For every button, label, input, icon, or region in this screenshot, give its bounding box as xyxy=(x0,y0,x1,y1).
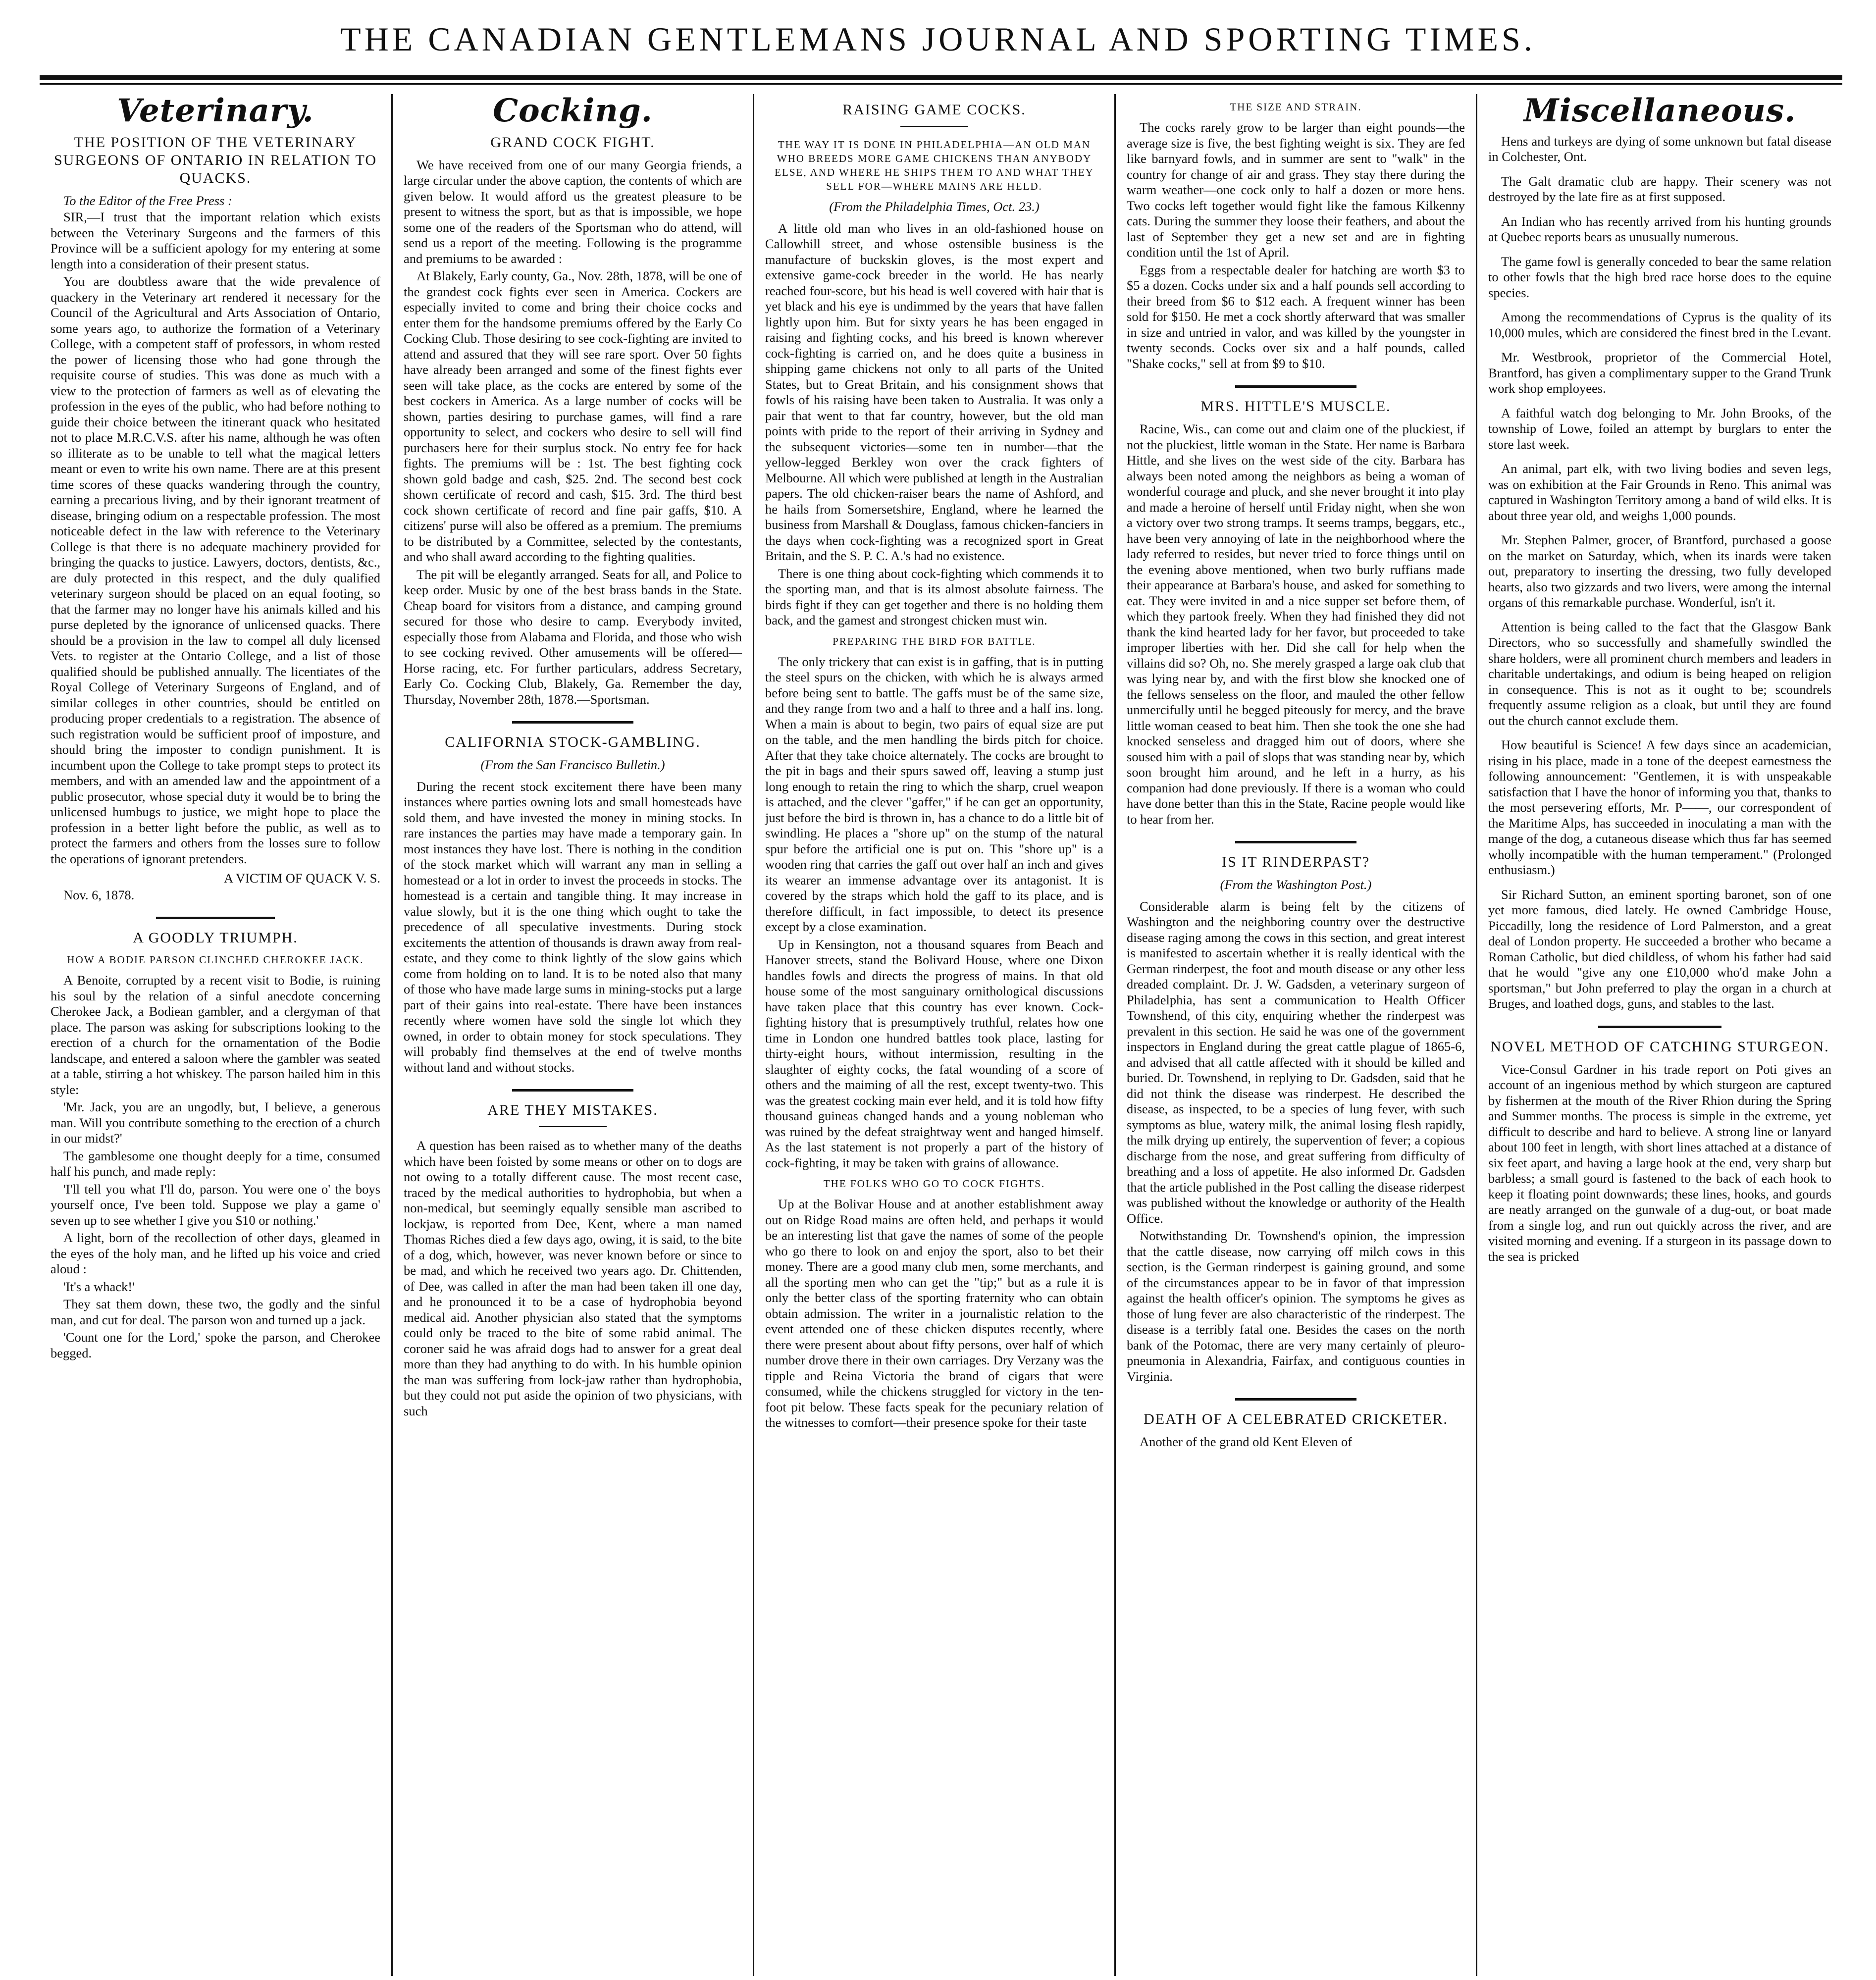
columns xyxy=(40,94,1842,1976)
article-source: (From the Washington Post.) xyxy=(1220,877,1372,892)
paragraph: Another of the grand old Kent Eleven of xyxy=(1140,1434,1353,1449)
article-body xyxy=(404,779,742,1076)
column-miscellaneous xyxy=(1476,94,1842,1976)
paragraph: How beautiful is Science! A few days since an academician, rising in his place, made in a tone of the deepest earnestness the following announcement: "Gentlemen, it is with unspeakable satisfaction that I have the honor of informing you that, thanks to the most persevering efforts, Mr. P——, our correspondent of the Maritime Alps, has succeeded in inoculating a man with the mange of the dog, a cutaneous disease which thus far has seemed wholly incompatible with the human temperament." (Prolonged enthusiasm.) xyxy=(1488,737,1831,877)
paragraph: An animal, part elk, with two living bodies and seven legs, was on exhibition at the Fair Grounds in Reno. This animal was captured in Washington Territory among a band of wild elks. It is about three year old, and weighs 1,000 pounds. xyxy=(1488,461,1831,523)
article-title: THE POSITION OF THE VETERINARY SURGEONS OF ONTARIO IN RELATION TO QUACKS. xyxy=(53,134,377,186)
department-heading: Veterinary. xyxy=(117,94,314,129)
paragraph: They sat them down, these two, the godly and the sinful man, and cut for deal. The parson won and turned up a jack. xyxy=(51,1297,380,1327)
article-body xyxy=(1488,1062,1831,1265)
paragraph: A little old man who lives in an old-fashioned house on Callowhill street, and whose ostensible business is the manufacture of buckskin gloves, is the most expert and extensive game-cock breeder in the world. He has nearly reached four-score, but his head is well covered with hair that is yet black and his eye is undimmed by the years that have fallen lightly upon him. But for sixty years he has been engaged in raising and fighting cocks, and his breed is known wherever cock-fighting is carried on, and he does quite a business in shipping game chickens not only to all parts of the United States, but to Great Britain, and his consignment shows that fowls of his raising have been taken to Australia. It was only a pair that went to that far country, however, but the old man points with pride to the report of their arriving in Sydney and the subsequent victories—some ten in number—that the yellow-legged Berkley won over the crack fighters of Melbourne. All which were published at length in the Australian papers. The old chicken-raiser bears the name of Ashford, and he hails from Somersetshire, England, where he learned the business from Marshall & Douglass, famous chicken-fanciers in the days when cock-fighting was a recognized sport in Great Britain, and the S. P. C. A.'s had no existence. xyxy=(765,220,1103,563)
article-body xyxy=(1127,421,1465,827)
article-body xyxy=(765,221,1103,628)
section-divider xyxy=(512,1089,634,1092)
paragraph: Hens and turkeys are dying of some unknown but fatal disease in Colchester, Ont. xyxy=(1488,133,1831,164)
paragraph: Eggs from a respectable dealer for hatching are worth $3 to $5 a dozen. Cocks under six and a half pounds sell according to their breed from $6 to $12 each. A frequent winner has been sold for $150. He met a cock shortly afterward that was smaller in size and untried in valor, and was killed by the youngster in twenty seconds. Cocks over six and a half pounds, called "Shake cocks," sell at from $9 to $10. xyxy=(1127,262,1465,371)
article-body xyxy=(1127,1434,1465,1450)
masthead-rule-thin xyxy=(40,83,1842,85)
signature: A VICTIM OF QUACK V. S. xyxy=(224,871,380,886)
paragraph: You are doubtless aware that the wide prevalence of quackery in the Veterinary art rendered it necessary for the Council of the Agricultural and Arts Association of Ontario, some years ago, to authorize the formation of a Veterinary College, with a competent staff of professors, in whom rested the power of licensing those who had gone through the requisite course of studies. This was done as much with a view to the protection of farmers as well as of elevating the profession in the eyes of the public, who had before nothing to guide their choice between the itinerant quack who hesitated not to place M.R.C.V.S. after his name, although he was often so illiterate as to be unable to tell what the magical letters meant or even to write his own name. There are at this present time scores of these quacks wandering through the country, earning a precarious living, and by their ignorant treatment of disease, bringing odium on a respectable profession. The most noticeable defect in the law with reference to the Veterinary College is that there is no adequate machinery provided for bringing the quacks to justice. Lawyers, doctors, dentists, &c., are duly protected in this respect, and the duly qualified veterinary surgeon should be placed on an equal footing, so that the farmer may no longer have his animals killed and his purse depleted by the ignorance of unlicensed quacks. There should be a provision in the law to compel all duly licensed Vets. to register at the Ontario College, and a list of those qualified should be published annually. The licentiates of the Royal College of Veterinary Surgeons of England, and of similar colleges in other countries, should be entitled on producing proper credentials to a registration. The absence of such registration would be sufficient proof of imposture, and should bring the imposter to condign punishment. It is incumbent upon the College to take prompt steps to protect its members, and with an amended law and the appointment of a public prosecutor, whose special duty it would be to bring the unlicensed humbugs to justice, we might hope to place the profession in a better light before the public, as well as to protect the farmers and others from the losses sure to follow the operations of ignorant pretenders. xyxy=(51,274,380,866)
section-divider xyxy=(512,721,634,724)
paragraph: Attention is being called to the fact that the Glasgow Bank Directors, who so successfully and shamefully swindled the share holders, were all prominent church members and leaders in charitable undertakings, and odium is being heaped on religion in consequence. This is not as it ought to be; scoundrels frequently assume religion as a cloak, but until they are found out the church cannot exclude them. xyxy=(1488,619,1831,728)
paragraph: We have received from one of our many Georgia friends, a large circular under the above caption, the contents of which are given below. It would afford us the greatest pleasure to be present to witness the sport, but as that is impossible, we hope some one of the readers of the Sportsman who do attend, will send us a report of the meeting. Following is the programme and premiums to be awarded : xyxy=(404,157,742,266)
paragraph: Mr. Westbrook, proprietor of the Commercial Hotel, Brantford, has given a complimentary supper to the Grand Trunk work shop employees. xyxy=(1488,350,1831,396)
article-title: ARE THEY MISTAKES. xyxy=(487,1102,658,1118)
article-title: MRS. HITTLE'S MUSCLE. xyxy=(1200,398,1391,415)
paragraph: At Blakely, Early county, Ga., Nov. 28th, 1878, will be one of the grandest cock fights ever seen in America. Cockers are especially invited to come and bring their choice cocks and enter them for the handsome premiums offered by the Early Co Cocking Club. Those desiring to see cock-fighting are invited to attend and assured that they will see rare sport. Over 50 fights have already been arranged and some of the finest fights ever seen will take place, as the cocks are entered by some of the best cockers in America. As a large number of cocks will be shown, parties desiring to purchase games, will find a rare opportunity to select, and cockers who desire to sell will find purchasers here for their surplus stock. No entry fee for hack fights. The premiums will be : 1st. The best fighting cock shown gold badge and cash, $25. 2nd. The second best cock shown certificate of record and cash, $15. 3rd. The third best cock shown certificate of record and fine pair gaffs, $10. A citizens' purse will also be offered as a premium. The premiums to be distributed by a Committee, selected by the contestants, and who shall award according to the fighting qualities. xyxy=(404,268,742,564)
paragraph: The pit will be elegantly arranged. Seats for all, and Police to keep order. Music by one of the best brass bands in the State. Cheap board for visitors from a distance, and camping ground secured for those who desire to camp. Everybody invited, especially those from Alabama and Florida, and those who wish to see cocking revived. Other amusements will be offered—Horse racing, etc. For further particulars, address Secretary, Early Co. Cocking Club, Blakely, Ga. Remember the day, Thursday, November 28th, 1878.—Sportsman. xyxy=(404,567,742,707)
paragraph: A faithful watch dog belonging to Mr. John Brooks, of the township of Lowe, foiled an attempt by burglars to enter the store last week. xyxy=(1488,405,1831,452)
article-body xyxy=(1127,120,1465,371)
paragraph: There is one thing about cock-fighting which commends it to the sporting man, and that is its almost absolute fairness. The birds fight if they can get together and there is no holding them back, and the gamest and strongest chicken must win. xyxy=(765,566,1103,627)
dateline: Nov. 6, 1878. xyxy=(63,887,135,902)
article-title: GRAND COCK FIGHT. xyxy=(490,134,655,151)
paragraph: Up in Kensington, not a thousand squares from Beach and Hanover streets, stand the Bolivard House, where one Dixon handles fowls and directs the progress of mains. In that old house some of the most sanguinary ornithological discussions have taken place that this country has ever known. Cock-fighting history that is presumptively truthful, relates how one time in London one hundred battles took place, lasting for thirty-eight hours, without intermission, resulting in the slaughter of eighty cocks, the fatal wounding of a score of others and the maiming of all the rest, except twenty-two. This was the greatest cocking main ever held, and it is told how fifty thousand guineas changed hands and a young nobleman who was ruined by the defeat straightway went and hanged himself. As the last statement is not properly a part of the history of cock-fighting, it may be taken with grains of allowance. xyxy=(765,937,1103,1170)
section-subheading: PREPARING THE BIRD FOR BATTLE. xyxy=(833,635,1036,647)
article-title: NOVEL METHOD OF CATCHING STURGEON. xyxy=(1490,1038,1829,1055)
department-heading: Miscellaneous. xyxy=(1523,94,1796,129)
paragraph: The Galt dramatic club are happy. Their scenery was not destroyed by the late fire as at first supposed. xyxy=(1488,173,1831,204)
article-body xyxy=(1127,899,1465,1385)
salutation: To the Editor of the Free Press : xyxy=(63,193,232,208)
article-body xyxy=(1488,134,1831,1012)
article-body xyxy=(765,654,1103,1171)
article-subtitle: THE WAY IT IS DONE IN PHILADELPHIA—AN OLD MAN WHO BREEDS MORE GAME CHICKENS THAN ANYBODY ELSE, AND WHERE HE SHIPS THEM TO AND WHAT THEY SELL FOR—WHERE MAINS ARE HELD. xyxy=(775,139,1094,192)
paragraph: An Indian who has recently arrived from his hunting grounds at Quebec reports bears as unusually numerous. xyxy=(1488,213,1831,244)
masthead-rule xyxy=(40,75,1842,80)
department-heading: Cocking. xyxy=(493,94,653,129)
article-title: DEATH OF A CELEBRATED CRICKETER. xyxy=(1144,1411,1448,1427)
paragraph: Up at the Bolivar House and at another establishment away out on Ridge Road mains are often held, and perhaps it would be an interesting list that gave the names of some of the people who go there to look on and enjoy the sport, also to bet their money. There are a good many club men, some merchants, and all the sporting men who can get the "tip;" but as a rule it is only the better class of the sporting fraternity who can obtain obtain admission. The writer in a journalistic relation to the event attended one of these chicken disputes recently, where there were present about about fifty persons, over half of which number drove there in their own carriages. Dry Verzany was the tipple and Reina Victoria the brand of cigars that were consumed, while the chickens struggled for victory in the ten-foot pit below. These facts speak for the pecuniary relation of the witnesses to comfort—their presence spoke for their taste xyxy=(765,1197,1103,1430)
section-subheading: THE FOLKS WHO GO TO COCK FIGHTS. xyxy=(823,1178,1045,1190)
masthead-title: THE CANADIAN GENTLEMANS JOURNAL AND SPORTING TIMES. xyxy=(340,20,1536,58)
article-body xyxy=(404,157,742,708)
section-subheading: THE SIZE AND STRAIN. xyxy=(1230,101,1362,113)
paragraph: 'Mr. Jack, you are an ungodly, but, I believe, a generous man. Will you contribute something to the erection of a church in our midst?' xyxy=(51,1099,380,1146)
column-veterinary xyxy=(40,94,391,1976)
section-divider xyxy=(1235,385,1357,388)
paragraph: 'Count one for the Lord,' spoke the parson, and Cherokee begged. xyxy=(51,1330,380,1360)
title-underline xyxy=(539,1126,607,1127)
section-divider xyxy=(1235,841,1357,843)
paragraph: The only trickery that can exist is in gaffing, that is in putting the steel spurs on the chicken, with which he is always armed before being sent to battle. The gaffs must be of the same size, and they range from two and a half to three and a half ins. long. When a main is about to begin, two pairs of equal size are put on the table, and the men handling the birds pitch for choice. After that they take choice alternately. The cocks are brought to the pit in bags and their spurs sawed off, leaving a stump just long enough to retain the ring to which the sharp, cruel weapon is attached, and the clever "gaffer," if he can get an opportunity, just before the bird is thrown in, has a chance to do a little bit of swindling. He places a "shore up" on the stump of the natural spur before the artificial one is put on. This "shore up" is a wooden ring that carries the gaff out over half an inch and gives its wearer an immense advantage over its antagonist. It is covered by the straps which hold the gaff to its place, and is therefore difficult, in fact impossible, to detect its presence except by a close examination. xyxy=(765,654,1103,934)
section-divider xyxy=(1235,1398,1357,1401)
paragraph: A question has been raised as to whether many of the deaths which have been foisted by some means or other on to dogs are not owing to a totally different cause. The most recent case, traced by the medical authorities to hydrophobia, but when a non-medical, but seemingly equally sensible man ascribed to lockjaw, is reported from Dee, Kent, where a man named Thomas Riches died a few days ago, owing, it is said, to the bite of a dog, which, however, was never known before or since to be mad, and which he received two years ago. Dr. Chittenden, of Dee, was called in after the man had been taken ill one day, and he pronounced it to be a case of hydrophobia beyond medical aid. Another physician also stated that the symptoms could only be traced to the bite of some rabid animal. The coroner said he was afraid dogs had to answer for a great deal more than they had anything to do with. In his humble opinion the man was suffering from lock-jaw rather than hydrophobia, but they could not put aside the opinion of two physicians, with such xyxy=(404,1138,742,1418)
article-source: (From the San Francisco Bulletin.) xyxy=(480,757,665,772)
paragraph: During the recent stock excitement there have been many instances where parties owning lots and small homesteads have sold them, and have invested the money in mining stocks. In rare instances the parties may have made a temporary gain. In most instances they have lost. There is nothing in the condition of the stock market which will warrant any man in selling a homestead or a lot in order to invest the proceeds in stocks. The homestead is a certain and tangible thing. It may increase in value slowly, but it is the one thing which ought to take the precedence of all speculative investments. During stock excitements the attention of thousands is drawn away from real-estate, and they come to think lightly of the slow gains which come from holding on to land. It is to be noted also that many of those who have made large sums in mining-stocks put a large part of their gains into real-estate. There have been instances recently where women have sold the single lot which they owned, in order to obtain money for stock speculations. They will probably find themselves at the end of twelve months without land and without stocks. xyxy=(404,779,742,1075)
column-cocking xyxy=(391,94,753,1976)
section-divider xyxy=(156,917,275,919)
article-body xyxy=(404,1138,742,1419)
paragraph: A Benoite, corrupted by a recent visit to Bodie, is ruining his soul by the relation of a sinful anecdote concerning Cherokee Jack, a Bodiean gambler, and a clergyman of that place. The parson was asking for subscriptions looking to the erection of a church for the ornamentation of the Bodie landscape, and entered a saloon where the gambler was seated at a table, stirring a hot whiskey. The parson hailed him in this style: xyxy=(51,973,380,1097)
paragraph: Mr. Stephen Palmer, grocer, of Brantford, purchased a goose on the market on Saturday, which, when its inards were taken out, preparatory to inserting the dressing, two fully developed hearts, also two gizzards and two livers, were among the internal organs of this remarkable purchase. Wonderful, isn't it. xyxy=(1488,532,1831,610)
paragraph: 'It's a whack!' xyxy=(63,1279,135,1294)
paragraph: Vice-Consul Gardner in his trade report on Poti gives an account of an ingenious method by which sturgeon are captured by fishermen at the mouth of the River Rhion during the Spring and Summer months. The process is simple in the extreme, yet difficult to describe and hard to believe. A strong line or lanyard about 100 feet in length, with short lines attached at a distance of six feet apart, and having a large hook at the end, very sharp but barbless; a small gourd is fastened to the back of each hook to keep it floating point downwards; these lines, hooks, and gourds are neatly arranged on the gunwale of a dug-out, or boat made from a single log, and run out quickly across the river, and are visited morning and evening. If a sturgeon in its passage down to the sea is pricked xyxy=(1488,1061,1831,1264)
article-body xyxy=(51,973,380,1361)
article-title: A GOODLY TRIUMPH. xyxy=(133,930,298,946)
paragraph: The gamblesome one thought deeply for a time, consumed half his punch, and made reply: xyxy=(51,1148,380,1179)
paragraph: Considerable alarm is being felt by the citizens of Washington and the neighboring country over the destructive disease raging among the cows in this section, and great interest is manifested to ascertain whether it is really identical with the German rinderpest, the foot and mouth disease or any other less dreaded complaint. Dr. J. W. Gadsden, a veterinary surgeon of Philadelphia, has sent a communication to Health Officer Townshend, of this city, enquiring whether the rinderpest was prevalent in this section. He said he was one of the government inspectors in England during the great cattle plague of 1865-6, and advised that all cattle affected with it should be killed and buried. Dr. Townshend, in replying to Dr. Gadsden, said that he did not think the disease was rinderpest. He described the disease, as inspected, to be a species of lung fever, with such symptoms as blue, watery milk, the animal losing flesh rapidly, the milk drying up entirely, the supervention of fever; a copious discharge from the nose, and great suffering from difficulty of breathing and a loss of appetite. He also informed Dr. Gadsden that the article published in the Post calling the disease riderpest was published without the knowledge or authority of the Health Office. xyxy=(1127,898,1465,1226)
paragraph: SIR,—I trust that the important relation which exists between the Veterinary Surgeons and the farmers of this Province will be a sufficient apology for my entering at some length into a consideration of their present status. xyxy=(51,209,380,271)
paragraph: Racine, Wis., can come out and claim one of the pluckiest, if not the pluckiest, little woman in the State. Her name is Barbara Hittle, and she lives on the west side of the city. Barbara has always been noted among the neighbors as being a woman of wonderful courage and pluck, and she never brought it into play and made a heroine of herself until Friday night, when she won a victory over two strong tramps. It seems tramps, beggars, etc., have been very annoying of late in the neighborhood where the lady referred to resides, but never tried to force things until on the evening above mentioned, when two burly ruffians made their appearance at Barbara's house, and asked for something to eat. They were invited in and a nice supper set before them, of which they partook freely. When they had finished they did not thank the kind hearted lady for her favor, but proceeded to take improper liberties with her. Did she call for help when the villains did so? Oh, no. She merely grasped a large oak club that was lying near by, and with the first blow she knocked one of the fellows senseless on the floor, and mauled the other fellow unmercifully until he begged piteously for mercy, and the brave little woman ceased to beat him. Then she took the one she had knocked senseless and dragged him out of doors, where she soused him with a pail of slops that was standing near by, which soon brought him around, and he left in a hurry, as his companion had done previously. If there is a woman who could have done better than this in the State, Racine people would like to hear from her. xyxy=(1127,421,1465,827)
article-body xyxy=(765,1197,1103,1431)
article-subtitle: HOW A BODIE PARSON CLINCHED CHEROKEE JACK. xyxy=(67,954,364,966)
article-body xyxy=(51,209,380,867)
column-game-cocks xyxy=(753,94,1114,1976)
column-size-strain xyxy=(1114,94,1476,1976)
paragraph: 'I'll tell you what I'll do, parson. You were one o' the boys yourself once, I've been told. Suppose we play a game o' seven up to see whether I give you $10 or nothing.' xyxy=(51,1181,380,1228)
article-title: IS IT RINDERPAST? xyxy=(1221,854,1370,870)
paragraph: Among the recommendations of Cyprus is the quality of its 10,000 mules, which are considered the finest bred in the Levant. xyxy=(1488,310,1831,340)
paragraph: Sir Richard Sutton, an eminent sporting baronet, son of one yet more famous, died lately. He owned Cambridge House, Piccadilly, long the residence of Lord Palmerston, and a great deal of London property. He succeeded a brother who became a Roman Catholic, but died childless, of whom his father had said that he would "give any one £10,000 who'd make John a sportsman," but John preferred to play the organ in a church at Bruges, and loathed dogs, guns, and stables to the last. xyxy=(1488,886,1831,1011)
section-divider xyxy=(1598,1026,1721,1028)
article-title: CALIFORNIA STOCK-GAMBLING. xyxy=(445,734,701,750)
paragraph: The game fowl is generally conceded to bear the same relation to other fowls that the high bred race horse does to the equine species. xyxy=(1488,254,1831,300)
article-title: RAISING GAME COCKS. xyxy=(842,102,1026,118)
paragraph: A light, born of the recollection of other days, gleamed in the eyes of the holy man, and he lifted up his voice and cried aloud : xyxy=(51,1230,380,1276)
title-underline xyxy=(900,126,968,127)
article-source: (From the Philadelphia Times, Oct. 23.) xyxy=(829,199,1040,214)
paragraph: The cocks rarely grow to be larger than eight pounds—the average size is five, the best fighting weight is six. They are fed like barnyard fowls, and in summer are sent to "walk" in the country for change of air and grass. They stay there during the warm weather—one cock only to half a dozen or more hens. Two cocks left together would fight like the famous Kilkenny cats. During the summer they loose their feathers, and about the last of September they get a new set and are in fighting condition until the 1st of April. xyxy=(1127,120,1465,260)
paragraph: Notwithstanding Dr. Townshend's opinion, the impression that the cattle disease, now carrying off milch cows in this section, is the German rinderpest is gaining ground, and some of the circumstances appear to be in favor of that impression against the health officer's opinion. The symptoms he gives as those of lung fever are also characteristic of the rinderpest. The disease is a terribly fatal one. Besides the cases on the north bank of the Potomac, there are very many certainly of pleuro-pneumonia in Alexandria, Fairfax, and contiguous counties in Virginia. xyxy=(1127,1228,1465,1384)
